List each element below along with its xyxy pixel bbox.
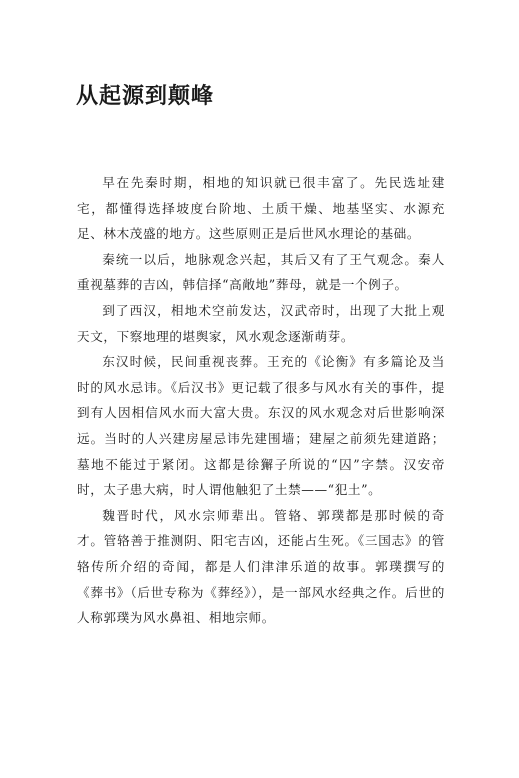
paragraph: 东汉时候，民间重视丧葬。王充的《论衡》有多篇论及当时的风水忌讳。《后汉书》更记载了很多与风水有关的事件，提到有人因相信风水而大富大贵。东汉的风水观念对后世影响深远。当时的人兴建房屋忌讳先建围墙；建屋之前须先建道路；墓地不能过于紧闭。这都是徐獬子所说的“囚”字禁。汉安帝时，太子患大病，时人谓他触犯了土禁——“犯土”。 bbox=[77, 354, 445, 498]
paragraph: 早在先秦时期，相地的知识就已很丰富了。先民选址建宅，都懂得选择坡度台阶地、土质干燥、地基坚实、水源充足、林木茂盛的地方。这些原则正是后世风水理论的基础。 bbox=[77, 175, 445, 242]
paragraph: 魏晋时代，风水宗师辈出。管辂、郭璞都是那时候的奇才。管辂善于推测阴、阳宅吉凶，还能占生死。《三国志》的管辂传所介绍的奇闻，都是人们津津乐道的故事。郭璞撰写的《葬书》（后世专称为《葬经》），是一部风水经典之作。后世的人称郭璞为风水鼻祖、相地宗师。 bbox=[77, 507, 445, 626]
paragraph: 秦统一以后，地脉观念兴起，其后又有了王气观念。秦人重视墓葬的吉凶，韩信择“高敞地”葬母，就是一个例子。 bbox=[77, 251, 445, 293]
article-body bbox=[77, 170, 445, 631]
paragraph: 到了西汉，相地术空前发达，汉武帝时，出现了大批上观天文，下察地理的堪舆家，风水观念逐渐萌芽。 bbox=[77, 302, 445, 344]
page-title: 从起源到颠峰 bbox=[76, 83, 215, 109]
